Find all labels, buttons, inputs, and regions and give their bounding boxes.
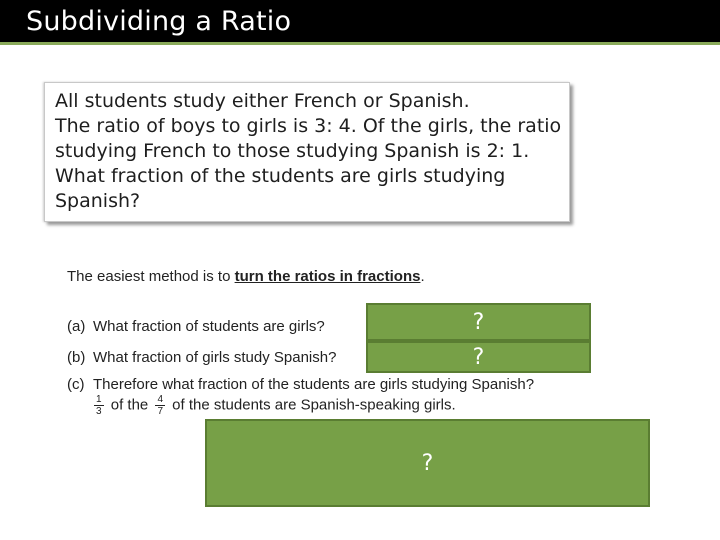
fraction-denominator: 3 — [96, 406, 102, 417]
step-b-text: What fraction of girls study Spanish? — [93, 349, 337, 366]
step-a — [67, 318, 325, 335]
method-prefix: The easiest method is to — [67, 268, 235, 285]
working-mid-text: of the — [110, 396, 149, 414]
step-c — [67, 376, 534, 393]
question-line: All students study either French or Spanish. — [55, 90, 470, 112]
working-end-text: of the students are Spanish-speaking girls. — [172, 396, 456, 414]
question-line: What fraction of the students are girls studying — [55, 165, 506, 187]
fraction-denominator: 7 — [157, 406, 163, 417]
question-line: The ratio of boys to girls is 3: 4. Of the girls, the ratio — [55, 115, 562, 137]
step-b — [67, 349, 336, 366]
question-line: Spanish? — [55, 190, 141, 212]
method-suffix: . — [420, 268, 425, 285]
answer-box-c[interactable]: ? — [205, 419, 650, 507]
step-c-label: (c) — [67, 376, 85, 393]
step-a-text: What fraction of students are girls? — [93, 318, 325, 335]
question-line: studying French to those studying Spanish is 2: 1. — [55, 140, 530, 162]
fraction-numerator: 1 — [96, 394, 102, 405]
method-emphasis: turn the ratios in fractions — [234, 268, 421, 285]
step-c-text: Therefore what fraction of the students are girls studying Spanish? — [93, 376, 535, 393]
method-hint — [67, 268, 425, 285]
step-a-label: (a) — [67, 318, 86, 335]
step-b-label: (b) — [67, 349, 86, 366]
answer-box-a[interactable]: ? — [366, 303, 591, 341]
fraction-four-sevenths — [155, 394, 165, 417]
fraction-numerator: 4 — [157, 394, 163, 405]
answer-box-b[interactable]: ? — [366, 341, 591, 373]
slide-title: Subdividing a Ratio — [26, 6, 292, 37]
title-bar — [0, 0, 720, 45]
fraction-one-third — [94, 394, 104, 417]
working-line — [91, 394, 456, 417]
question-box — [44, 82, 570, 222]
